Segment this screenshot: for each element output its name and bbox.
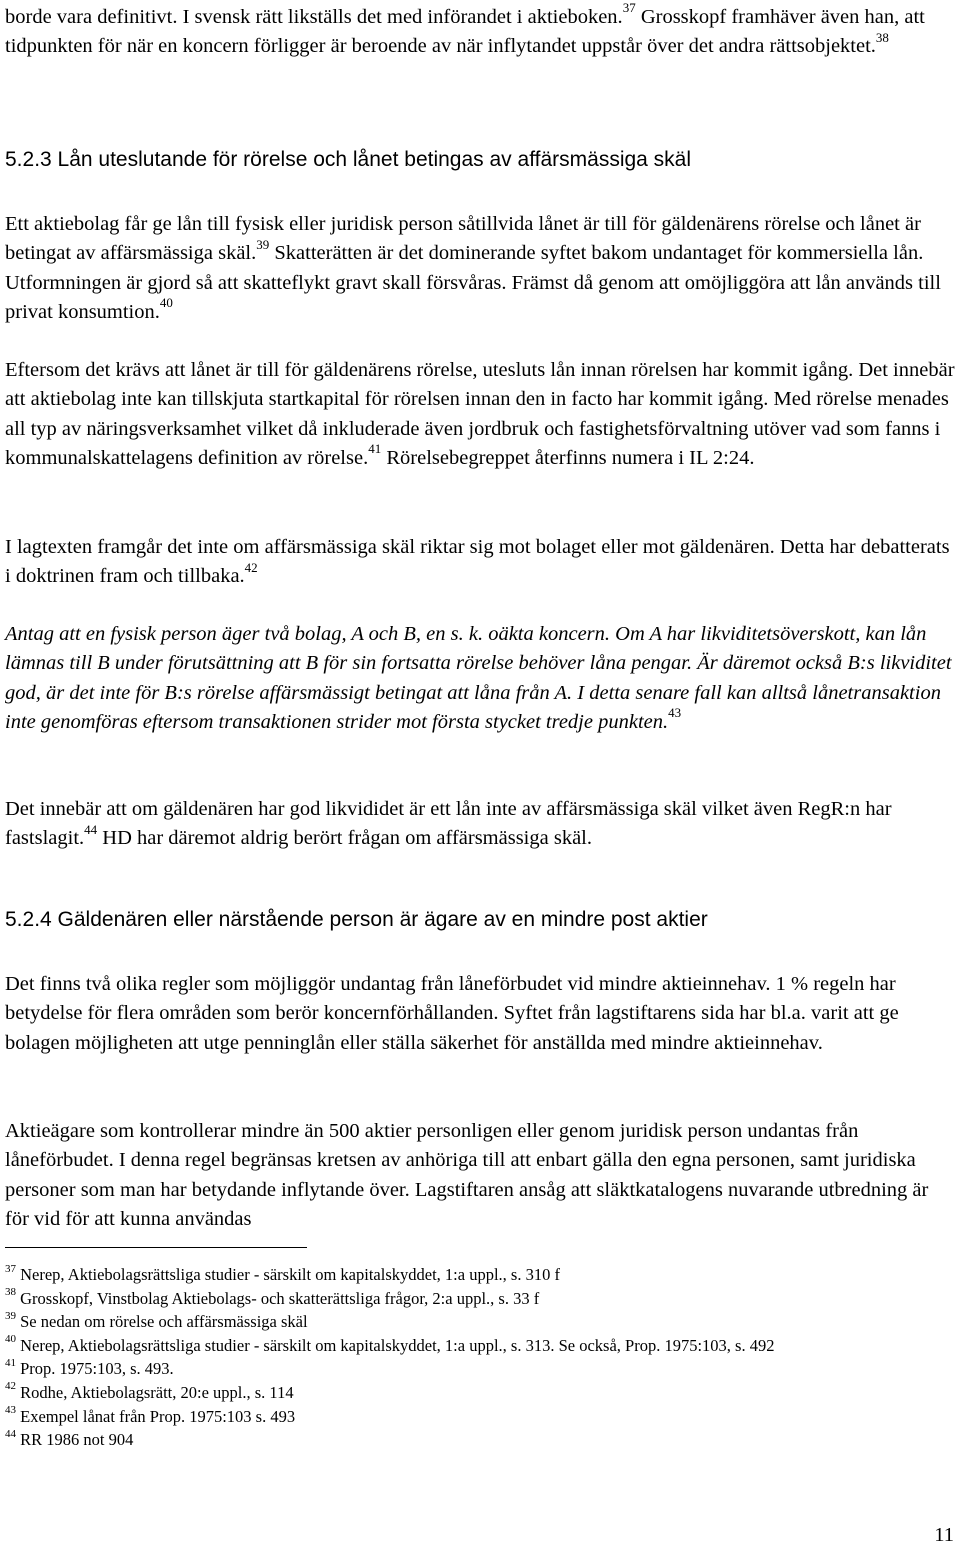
- paragraph-text: Ett aktiebolag får ge lån till fysisk eller juridisk person såtillvida lånet är till för gäldenärens rörelse och lånet är betingat av affärsmässiga skäl.: [5, 213, 921, 265]
- paragraph-text: HD har däremot aldrig berört frågan om affärsmässiga skäl.: [97, 827, 593, 850]
- paragraph-example-italic: [5, 620, 955, 738]
- footnote-text: RR 1986 not 904: [20, 1430, 134, 1450]
- paragraph-text: Grosskopf framhäver även han, att tidpunkten för när en koncern förligger är beroende av när inflytandet uppstår över det andra rättsobjektet.: [5, 6, 925, 58]
- paragraph-text: Antag att en fysisk person äger två bolag, A och B, en s. k. oäkta koncern. Om A har likviditetsöverskott, kan lån lämnas till B under förutsättning att B för sin fortsatta rörelse behöver låna pengar. Är däremot också B:s likviditet god, är det inte för B:s rörelse affärsmässigt betingat att låna från A. I detta senare fall kan alltså lånetransaktion inte genomföras eftersom transaktionen strider mot första stycket tredje punkten.: [5, 623, 952, 734]
- footnote-ref: 39: [256, 236, 270, 252]
- footnote-ref: 44: [84, 821, 98, 837]
- footnote: [5, 1357, 955, 1381]
- section-heading-5-2-4: 5.2.4 Gäldenären eller närstående person är ägare av en mindre post aktier: [5, 908, 708, 931]
- footnote-text: Rodhe, Aktiebolagsrätt, 20:e uppl., s. 114: [20, 1382, 294, 1402]
- footnote-text: Grosskopf, Vinstbolag Aktiebolags- och skatterättsliga frågor, 2:a uppl., s. 33 f: [20, 1288, 540, 1308]
- paragraph-text: Det finns två olika regler som möjliggör undantag från låneförbudet vid mindre aktieinnehav. 1 % regeln har betydelse för flera områden som berör koncernförhållanden. Syftet från lagstiftarens sida har bl.a. varit att ge bolagen möjligheten att utge penninglån eller ställa säkerhet för anställda med mindre aktieinnehav.: [5, 973, 899, 1054]
- paragraph-1: [5, 0, 955, 62]
- footnote-text: Prop. 1975:103, s. 493.: [20, 1359, 174, 1379]
- paragraph-text: I lagtexten framgår det inte om affärsmässiga skäl riktar sig mot bolaget eller mot gäldenären. Detta har debatterats i doktrinen fram och tillbaka.: [5, 536, 950, 588]
- paragraph-text: Aktieägare som kontrollerar mindre än 500 aktier personligen eller genom juridisk person undantas från låneförbudet. I denna regel begränsas kretsen av anhöriga till att enbart gälla den egna personen, samt juridiska personer som man har betydande inflytande över. Lagstiftaren ansåg att släktkatalogens nuvarande utbredning är för vid för att kunna användas: [5, 1120, 929, 1231]
- footnote-ref: 42: [244, 559, 258, 575]
- footnote-text: Nerep, Aktiebolagsrättsliga studier - särskilt om kapitalskyddet, 1:a uppl., s. 313. Se också, Prop. 1975:103, s. 492: [20, 1335, 775, 1355]
- footnote-ref: 41: [368, 441, 382, 457]
- footnote-separator: [5, 1247, 307, 1248]
- paragraph-text: Eftersom det krävs att lånet är till för gäldenärens rörelse, utesluts lån innan rörelsen har kommit igång. Det innebär att aktiebolag inte kan tillskjuta startkapital för rörelsen innan den in facto har kommit igång. Med rörelse menades all typ av näringsverksamhet vilket då inkluderade även jordbruk och fastighetsförvaltning utöver vad som fanns i kommunalskattelagens definition av rörelse.: [5, 359, 955, 470]
- footnote-ref: 43: [668, 705, 682, 721]
- paragraph-text: Det innebär att om gäldenären har god likvididet är ett lån inte av affärsmässiga skäl vilket även RegR:n har fastslagit.: [5, 798, 892, 850]
- section-heading-5-2-3: 5.2.3 Lån uteslutande för rörelse och lånet betingas av affärsmässiga skäl: [5, 148, 692, 171]
- footnote: [5, 1381, 955, 1405]
- footnote: [5, 1310, 955, 1334]
- paragraph-2: [5, 210, 955, 328]
- footnote: [5, 1428, 955, 1452]
- footnote: [5, 1263, 955, 1287]
- page-number: 11: [934, 1524, 954, 1546]
- paragraph-text: Skatterätten är det dominerande syftet bakom undantaget för kommersiella lån. Utformningen är gjord så att skatteflykt gravt skall försvåras. Främst då genom att omöjliggöra att lån används till privat konsumtion.: [5, 242, 941, 324]
- footnote-number: 37: [5, 1262, 16, 1275]
- footnote-ref: 38: [875, 29, 889, 45]
- paragraph-text: Rörelsebegreppet återfinns numera i IL 2:24.: [381, 447, 755, 470]
- footnote-text: Nerep, Aktiebolagsrättsliga studier - särskilt om kapitalskyddet, 1:a uppl., s. 310 f: [20, 1265, 560, 1284]
- footnote-number: 42: [5, 1380, 16, 1393]
- paragraph-8: [5, 1117, 955, 1235]
- footnote-number: 40: [5, 1333, 16, 1346]
- paragraph-4: [5, 533, 955, 592]
- footnote-ref: 40: [159, 295, 173, 311]
- paragraph-7: [5, 970, 955, 1058]
- paragraph-text: borde vara definitivt. I svensk rätt likställs det med införandet i aktieboken.: [5, 6, 623, 28]
- footnote: [5, 1405, 955, 1429]
- paragraph-6: [5, 795, 955, 854]
- footnote-number: 44: [5, 1427, 16, 1440]
- footnote-number: 39: [5, 1309, 16, 1322]
- footnote: [5, 1287, 955, 1311]
- footnotes: [5, 1263, 955, 1452]
- footnote-text: Se nedan om rörelse och affärsmässiga skäl: [20, 1312, 308, 1332]
- footnote-number: 43: [5, 1404, 16, 1417]
- footnote-text: Exempel lånat från Prop. 1975:103 s. 493: [20, 1406, 296, 1426]
- paragraph-3: [5, 356, 955, 474]
- footnote-ref: 37: [622, 0, 636, 16]
- footnote-number: 38: [5, 1286, 16, 1299]
- footnote-number: 41: [5, 1356, 16, 1369]
- footnote: [5, 1334, 955, 1358]
